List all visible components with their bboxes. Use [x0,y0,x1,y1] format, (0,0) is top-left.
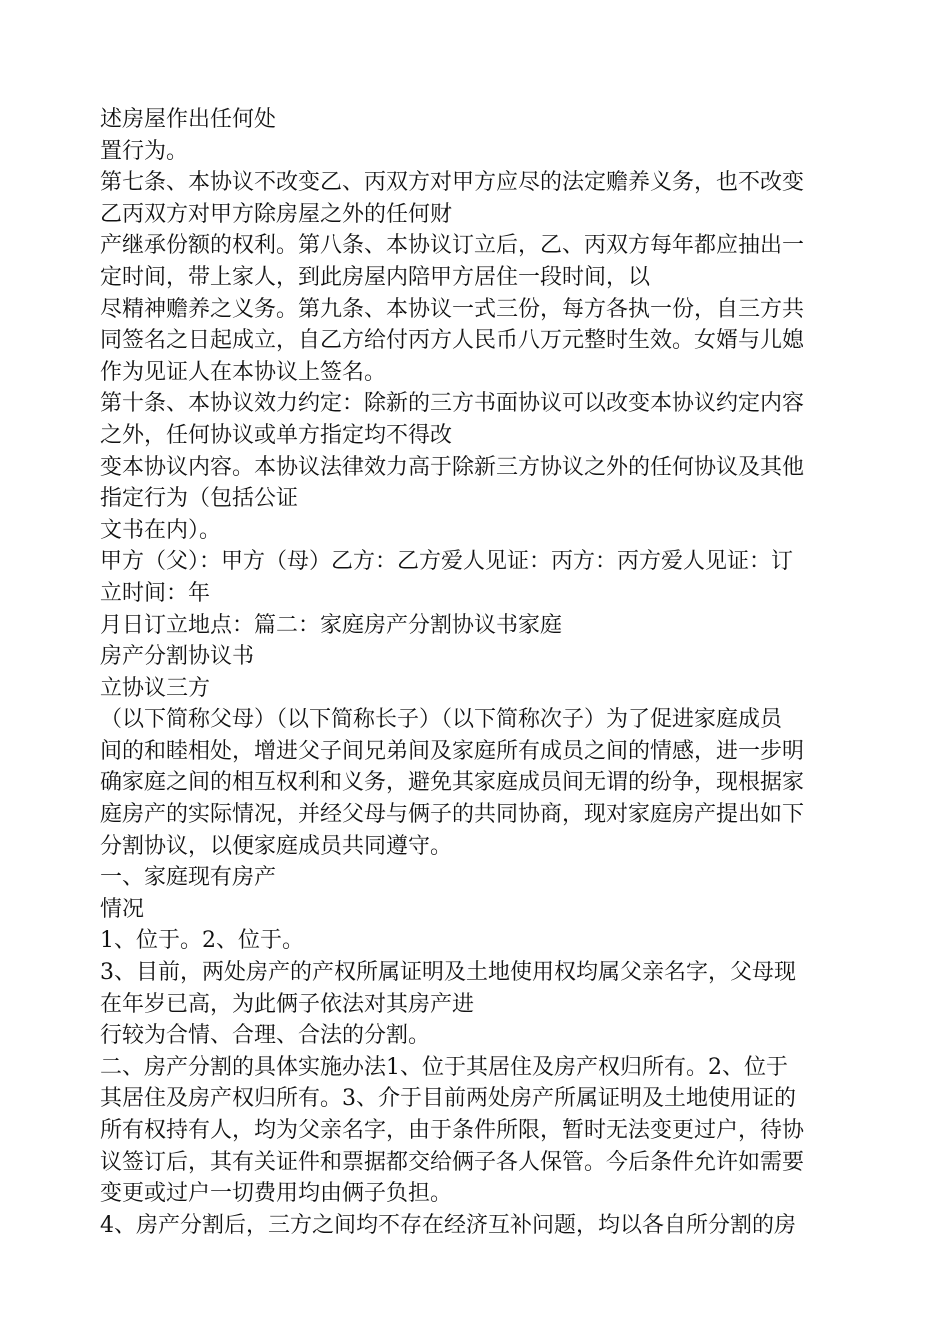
text-line: 乙丙双方对甲方除房屋之外的任何财 [100,201,453,227]
text-line: 作为见证人在本协议上签名。 [100,359,387,385]
text-line: 变本协议内容。本协议法律效力高于除新三方协议之外的任何协议及其他 [100,454,805,480]
text-line: 同签名之日起成立，自乙方给付丙方人民币八万元整时生效。女婿与儿媳 [100,328,805,354]
text-line: 庭房产的实际情况，并经父母与俩子的共同协商，现对家庭房产提出如下 [100,802,805,828]
text-line: 在年岁已高，为此俩子依法对其房产进 [100,991,475,1017]
text-line: 间的和睦相处，增进父子间兄弟间及家庭所有成员之间的情感，进一步明 [100,738,805,764]
text-line: 1、位于。2、位于。 [100,928,304,954]
text-line: 4、房产分割后，三方之间均不存在经济互补问题，均以各自所分割的房 [100,1212,796,1238]
text-line: 房产分割协议书 [100,644,255,670]
text-line: 其居住及房产权归所有。3、介于目前两处房产所属证明及土地使用证的 [100,1086,796,1112]
text-line: 第七条、本协议不改变乙、丙双方对甲方应尽的法定赡养义务，也不改变 [100,170,805,196]
text-line: 月日订立地点：篇二：家庭房产分割协议书家庭 [100,612,563,638]
text-line: 产继承份额的权利。第八条、本协议订立后，乙、丙双方每年都应抽出一 [100,233,805,259]
text-line: 第十条、本协议效力约定：除新的三方书面协议可以改变本协议约定内容 [100,391,805,417]
text-line: 所有权持有人，均为父亲名字，由于条件所限，暂时无法变更过户，待协 [100,1118,805,1143]
text-line: 尽精神赡养之义务。第九条、本协议一式三份，每方各执一份，自三方共 [100,296,805,322]
text-line: 置行为。 [100,138,189,164]
text-line: 确家庭之间的相互权利和义务，避免其家庭成员间无谓的纷争，现根据家 [100,770,805,796]
text-line: 情况 [100,896,145,922]
text-line: 甲方（父）：甲方（母）乙方：乙方爱人见证：丙方：丙方爱人见证：订 [100,549,794,575]
text-line: 立时间：年 [100,580,211,606]
text-line: 分割协议，以便家庭成员共同遵守。 [100,833,453,859]
text-line: 指定行为（包括公证 [100,486,299,512]
text-line: 定时间，带上家人，到此房屋内陪甲方居住一段时间，以 [100,264,651,290]
text-line: 述房屋作出任何处 [100,107,277,132]
text-line: 二、房产分割的具体实施办法1、位于其居住及房产权归所有。2、位于 [100,1054,788,1080]
text-line: 之外，任何协议或单方指定均不得改 [100,422,453,448]
text-line: （以下简称父母）（以下简称长子）（以下简称次子）为了促进家庭成员 [100,707,783,733]
text-line: 立协议三方 [100,675,211,701]
text-line: 议签订后，其有关证件和票据都交给俩子各人保管。今后条件允许如需要 [100,1149,805,1175]
text-line: 变更或过户一切费用均由俩子负担。 [100,1181,453,1207]
text-line: 行较为合情、合理、合法的分割。 [100,1023,431,1049]
text-line: 一、家庭现有房产 [100,865,277,891]
text-line: 文书在内）。 [100,517,222,543]
text-line: 3、目前，两处房产的产权所属证明及土地使用权均属父亲名字，父母现 [100,960,796,986]
